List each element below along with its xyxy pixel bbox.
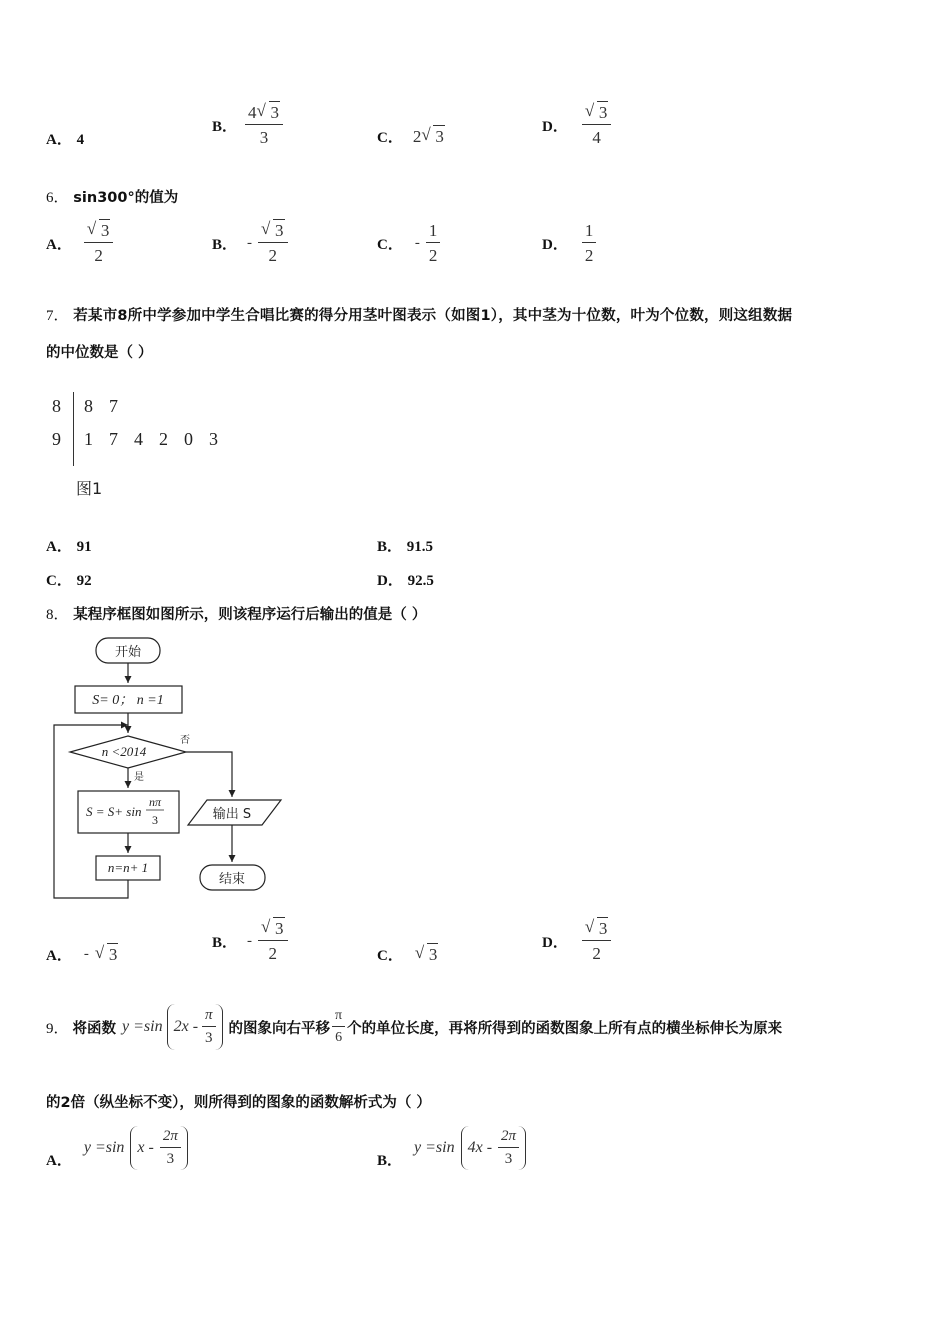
end-label: 结束 (218, 872, 246, 887)
figure-caption: 图1 (76, 479, 103, 498)
argument-term: 2x - (173, 1018, 199, 1035)
sqrt (415, 945, 439, 965)
coefficient: 2 (412, 126, 422, 146)
function-argument (167, 1004, 223, 1050)
fraction (582, 920, 612, 962)
option-label: C． (377, 948, 403, 964)
q9-option-b[interactable] (377, 1126, 526, 1170)
output-label: 输出 S (212, 807, 252, 822)
denominator: 2 (268, 246, 278, 265)
q8-option-a[interactable] (46, 944, 118, 965)
function-argument (130, 1126, 187, 1170)
yes-label: 是 (134, 772, 144, 783)
leaf-value: 4 (134, 429, 143, 449)
radicand: 3 (435, 126, 444, 146)
question-text: sin300°的值为 (73, 190, 179, 206)
no-label: 否 (180, 735, 190, 746)
leaf-value: 2 (159, 429, 168, 449)
minus-sign: - (83, 946, 89, 962)
numerator: 1 (582, 222, 597, 243)
question-number: 6． (46, 190, 69, 206)
stem-value: 9 (52, 429, 61, 449)
q9-option-a[interactable] (46, 1126, 188, 1170)
coefficient: 4 (248, 103, 257, 122)
function-argument (461, 1126, 526, 1170)
q9-stem-line1 (46, 1004, 782, 1050)
q8-option-b[interactable] (212, 920, 288, 962)
start-label: 开始 (114, 645, 142, 660)
q8-option-c[interactable] (377, 944, 438, 965)
radicand: 3 (108, 944, 118, 964)
option-value: 92.5 (407, 573, 434, 589)
q8-option-d[interactable] (542, 920, 611, 962)
option-label: B． (212, 236, 238, 253)
argument-term: x - (137, 1139, 154, 1156)
denominator: 3 (259, 128, 269, 147)
option-label: D． (542, 118, 568, 135)
question-number: 7． (46, 308, 69, 324)
question-text: 个的单位长度，再将所得到的函数图象上所有点的横坐标伸长为原来 (347, 1020, 783, 1037)
function-lhs: y =sin (122, 1018, 163, 1035)
option-label: D． (542, 934, 568, 951)
radicand: 3 (100, 221, 110, 240)
option-label: C． (377, 130, 403, 146)
assign-label: S = S+ sin (86, 804, 142, 819)
option-value: 92 (76, 573, 92, 589)
radicand: 3 (275, 221, 284, 240)
fraction (258, 920, 288, 962)
denominator: 2 (428, 246, 438, 265)
shift-fraction (332, 1009, 345, 1045)
option-label: A． (46, 1152, 72, 1169)
q7-stem-line2: 的中位数是（ ） (46, 345, 153, 361)
denominator: 3 (504, 1151, 513, 1167)
option-label: D． (377, 573, 403, 589)
question-text: 的图象向右平移 (228, 1020, 331, 1037)
q9-stem-line2: 的2倍（纵坐标不变），则所得到的图象的函数解析式为（ ） (46, 1095, 431, 1111)
option-label: B． (212, 118, 238, 135)
radicand: 3 (428, 944, 438, 964)
option-label: A． (46, 948, 72, 964)
option-label: D． (542, 236, 568, 253)
minus-sign: - (247, 234, 253, 251)
increment-label: n=n+ 1 (107, 860, 149, 875)
radicand: 3 (275, 919, 284, 938)
init-label: S= 0； n =1 (92, 693, 164, 708)
fraction (202, 1008, 216, 1046)
leaf-value: 7 (109, 429, 118, 449)
fraction (498, 1129, 519, 1167)
option-label: C． (377, 236, 403, 253)
denominator: 3 (166, 1151, 175, 1167)
function-lhs: y =sin (414, 1139, 455, 1156)
denominator: 2 (584, 246, 594, 265)
assign-fraction-num: nπ (148, 795, 162, 809)
leaf-value: 7 (109, 396, 118, 416)
denominator: 4 (592, 128, 601, 147)
minus-sign: - (414, 234, 420, 251)
option-label: C． (46, 573, 72, 589)
argument-term: 4x - (467, 1139, 493, 1156)
question-number: 9． (46, 1020, 69, 1037)
sqrt (261, 920, 285, 937)
leaf-value: 1 (84, 429, 93, 449)
denominator: 6 (335, 1030, 343, 1045)
option-label: A． (46, 539, 72, 555)
question-text: 若某市8所中学参加中学生合唱比赛的得分用茎叶图表示（如图1），其中茎为十位数，叶为个位数，则这组数据 (73, 308, 793, 324)
leaf-value: 0 (184, 429, 193, 449)
fraction (160, 1129, 181, 1167)
option-label: A． (46, 132, 72, 148)
numerator: 1 (426, 222, 441, 243)
question-text: 将函数 (72, 1020, 117, 1037)
minus-sign: - (247, 932, 253, 949)
numerator: 2π (160, 1129, 181, 1148)
radicand: 3 (598, 919, 608, 938)
function-lhs: y =sin (83, 1139, 125, 1156)
question-text: 某程序框图如图所示，则该程序运行后输出的值是（ ） (73, 607, 427, 623)
denominator: 2 (268, 944, 278, 963)
condition-label: n <2014 (101, 744, 147, 759)
denominator: 2 (94, 246, 103, 265)
numerator: 2π (498, 1129, 519, 1148)
denominator: 2 (592, 944, 601, 963)
numerator: π (332, 1009, 345, 1027)
question-number: 8． (46, 607, 69, 623)
denominator: 3 (205, 1030, 213, 1046)
assign-fraction-den: 3 (152, 813, 158, 827)
option-value: 91 (76, 539, 92, 555)
leaf-value: 3 (209, 429, 218, 449)
option-label: B． (377, 1152, 403, 1169)
numerator: π (202, 1008, 216, 1027)
option-label: B． (212, 934, 238, 951)
radicand: 3 (270, 103, 280, 122)
stem-value: 8 (52, 396, 61, 416)
option-label: B． (377, 539, 403, 555)
leaf-value: 8 (84, 396, 93, 416)
sqrt (585, 920, 609, 937)
option-label: A． (46, 236, 72, 253)
option-value: 4 (76, 132, 85, 148)
option-value: 91.5 (406, 539, 434, 555)
sqrt (95, 945, 119, 965)
radicand: 3 (598, 103, 608, 122)
